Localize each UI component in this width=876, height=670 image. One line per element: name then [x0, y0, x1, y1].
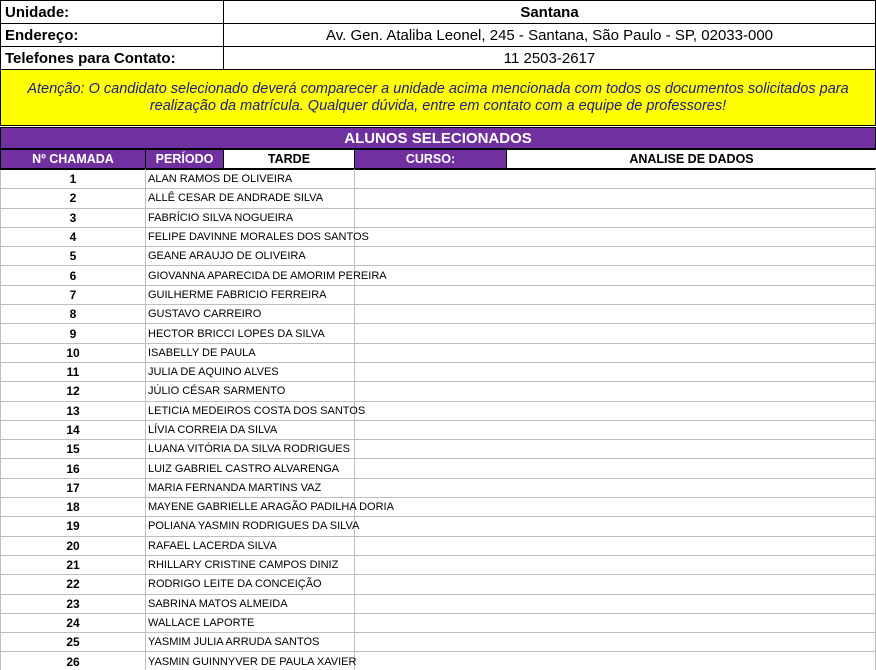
call-number-cell[interactable]: 6 [1, 266, 146, 285]
student-name-cell[interactable]: YASMIN GUINNYVER DE PAULA XAVIER [146, 652, 355, 670]
table-row [1, 652, 876, 670]
call-number-cell[interactable]: 22 [1, 575, 146, 594]
unit-row [1, 1, 876, 24]
students-table [0, 169, 876, 670]
list-header [0, 149, 876, 169]
selected-students-banner[interactable]: ALUNOS SELECIONADOS [0, 127, 876, 149]
empty-cell[interactable] [355, 555, 876, 574]
table-row [1, 266, 876, 285]
empty-cell[interactable] [355, 343, 876, 362]
student-name-cell[interactable]: MARIA FERNANDA MARTINS VAZ [146, 478, 355, 497]
table-row [1, 401, 876, 420]
empty-cell[interactable] [355, 305, 876, 324]
student-name-cell[interactable]: WALLACE LAPORTE [146, 613, 355, 632]
table-row [1, 343, 876, 362]
student-name-cell[interactable]: RODRIGO LEITE DA CONCEIÇÃO [146, 575, 355, 594]
table-row [1, 633, 876, 652]
empty-cell[interactable] [355, 362, 876, 381]
table-row [1, 594, 876, 613]
call-number-cell[interactable]: 12 [1, 382, 146, 401]
call-number-cell[interactable]: 21 [1, 555, 146, 574]
student-name-cell[interactable]: HECTOR BRICCI LOPES DA SILVA [146, 324, 355, 343]
table-row [1, 613, 876, 632]
table-row [1, 362, 876, 381]
call-number-cell[interactable]: 26 [1, 652, 146, 670]
call-number-cell[interactable]: 15 [1, 440, 146, 459]
empty-cell[interactable] [355, 285, 876, 304]
empty-cell[interactable] [355, 420, 876, 439]
table-row [1, 459, 876, 478]
student-name-cell[interactable]: POLIANA YASMIN RODRIGUES DA SILVA [146, 517, 355, 536]
empty-cell[interactable] [355, 382, 876, 401]
call-number-cell[interactable]: 13 [1, 401, 146, 420]
empty-cell[interactable] [355, 594, 876, 613]
empty-cell[interactable] [355, 517, 876, 536]
student-name-cell[interactable]: GUSTAVO CARREIRO [146, 305, 355, 324]
call-number-cell[interactable]: 3 [1, 208, 146, 227]
course-label[interactable]: CURSO: [355, 150, 507, 169]
call-number-cell[interactable]: 2 [1, 189, 146, 208]
call-number-cell[interactable]: 19 [1, 517, 146, 536]
student-name-cell[interactable]: LETICIA MEDEIROS COSTA DOS SANTOS [146, 401, 355, 420]
phone-value[interactable]: 11 2503-2617 [224, 47, 876, 70]
table-row [1, 324, 876, 343]
empty-cell[interactable] [355, 440, 876, 459]
period-label[interactable]: PERÍODO [146, 150, 224, 169]
empty-cell[interactable] [355, 266, 876, 285]
period-value[interactable]: TARDE [224, 150, 355, 169]
phone-label[interactable]: Telefones para Contato: [1, 47, 224, 70]
table-row [1, 208, 876, 227]
empty-cell[interactable] [355, 227, 876, 246]
table-row [1, 517, 876, 536]
address-label[interactable]: Endereço: [1, 24, 224, 47]
call-number-cell[interactable]: 14 [1, 420, 146, 439]
student-name-cell[interactable]: GIOVANNA APARECIDA DE AMORIM PEREIRA [146, 266, 355, 285]
call-number-cell[interactable]: 5 [1, 247, 146, 266]
student-name-cell[interactable]: LUANA VITÓRIA DA SILVA RODRIGUES [146, 440, 355, 459]
table-row [1, 170, 876, 189]
call-number-cell[interactable]: 9 [1, 324, 146, 343]
student-name-cell[interactable]: LUIZ GABRIEL CASTRO ALVARENGA [146, 459, 355, 478]
call-number-cell[interactable]: 25 [1, 633, 146, 652]
empty-cell[interactable] [355, 324, 876, 343]
student-name-cell[interactable]: RAFAEL LACERDA SILVA [146, 536, 355, 555]
table-row [1, 498, 876, 517]
empty-cell[interactable] [355, 208, 876, 227]
student-name-cell[interactable]: YASMIM JULIA ARRUDA SANTOS [146, 633, 355, 652]
number-column-header[interactable]: Nº CHAMADA [1, 150, 146, 169]
students-table-body [1, 170, 876, 670]
table-row [1, 555, 876, 574]
call-number-cell[interactable]: 11 [1, 362, 146, 381]
empty-cell[interactable] [355, 498, 876, 517]
student-name-cell[interactable]: SABRINA MATOS ALMEIDA [146, 594, 355, 613]
empty-cell[interactable] [355, 478, 876, 497]
student-name-cell[interactable]: GUILHERME FABRICIO FERREIRA [146, 285, 355, 304]
call-number-cell[interactable]: 7 [1, 285, 146, 304]
student-name-cell[interactable]: MAYENE GABRIELLE ARAGÃO PADILHA DORIA [146, 498, 355, 517]
table-row [1, 189, 876, 208]
empty-cell[interactable] [355, 459, 876, 478]
unit-info-table [0, 0, 876, 70]
table-row [1, 478, 876, 497]
table-row [1, 536, 876, 555]
table-row [1, 285, 876, 304]
call-number-cell[interactable]: 10 [1, 343, 146, 362]
empty-cell[interactable] [355, 633, 876, 652]
empty-cell[interactable] [355, 247, 876, 266]
call-number-cell[interactable]: 8 [1, 305, 146, 324]
student-name-cell[interactable]: GEANE ARAUJO DE OLIVEIRA [146, 247, 355, 266]
table-row [1, 420, 876, 439]
empty-cell[interactable] [355, 170, 876, 189]
address-value[interactable]: Av. Gen. Ataliba Leonel, 245 - Santana, São Paulo - SP, 02033-000 [224, 24, 876, 47]
call-number-cell[interactable]: 18 [1, 498, 146, 517]
student-name-cell[interactable]: JÚLIO CÉSAR SARMENTO [146, 382, 355, 401]
call-number-cell[interactable]: 1 [1, 170, 146, 189]
unit-label[interactable]: Unidade: [1, 1, 224, 24]
course-value[interactable]: ANALISE DE DADOS [507, 150, 876, 169]
call-number-cell[interactable]: 23 [1, 594, 146, 613]
attention-notice[interactable] [0, 70, 876, 126]
table-row [1, 575, 876, 594]
student-name-cell[interactable]: ALAN RAMOS DE OLIVEIRA [146, 170, 355, 189]
student-name-cell[interactable]: RHILLARY CRISTINE CAMPOS DINIZ [146, 555, 355, 574]
phone-row [1, 47, 876, 70]
call-number-cell[interactable]: 16 [1, 459, 146, 478]
student-name-cell[interactable]: FELIPE DAVINNE MORALES DOS SANTOS [146, 227, 355, 246]
call-number-cell[interactable]: 20 [1, 536, 146, 555]
call-number-cell[interactable]: 24 [1, 613, 146, 632]
student-name-cell[interactable]: LÍVIA CORREIA DA SILVA [146, 420, 355, 439]
student-name-cell[interactable]: ALLÊ CESAR DE ANDRADE SILVA [146, 189, 355, 208]
attention-notice-text: Atenção: O candidato selecionado deverá comparecer a unidade acima mencionada com todos os documentos solicitados para realização da matrícula. Qualquer dúvida, entre em contato com a equipe de professores! [27, 80, 849, 114]
table-row [1, 305, 876, 324]
empty-cell[interactable] [355, 613, 876, 632]
table-row [1, 382, 876, 401]
table-row [1, 440, 876, 459]
student-name-cell[interactable]: ISABELLY DE PAULA [146, 343, 355, 362]
table-row [1, 227, 876, 246]
empty-cell[interactable] [355, 652, 876, 670]
call-number-cell[interactable]: 4 [1, 227, 146, 246]
empty-cell[interactable] [355, 575, 876, 594]
student-name-cell[interactable]: FABRÍCIO SILVA NOGUEIRA [146, 208, 355, 227]
student-name-cell[interactable]: JULIA DE AQUINO ALVES [146, 362, 355, 381]
table-row [1, 247, 876, 266]
empty-cell[interactable] [355, 189, 876, 208]
address-row [1, 24, 876, 47]
empty-cell[interactable] [355, 536, 876, 555]
empty-cell[interactable] [355, 401, 876, 420]
unit-value[interactable]: Santana [224, 1, 876, 24]
call-number-cell[interactable]: 17 [1, 478, 146, 497]
